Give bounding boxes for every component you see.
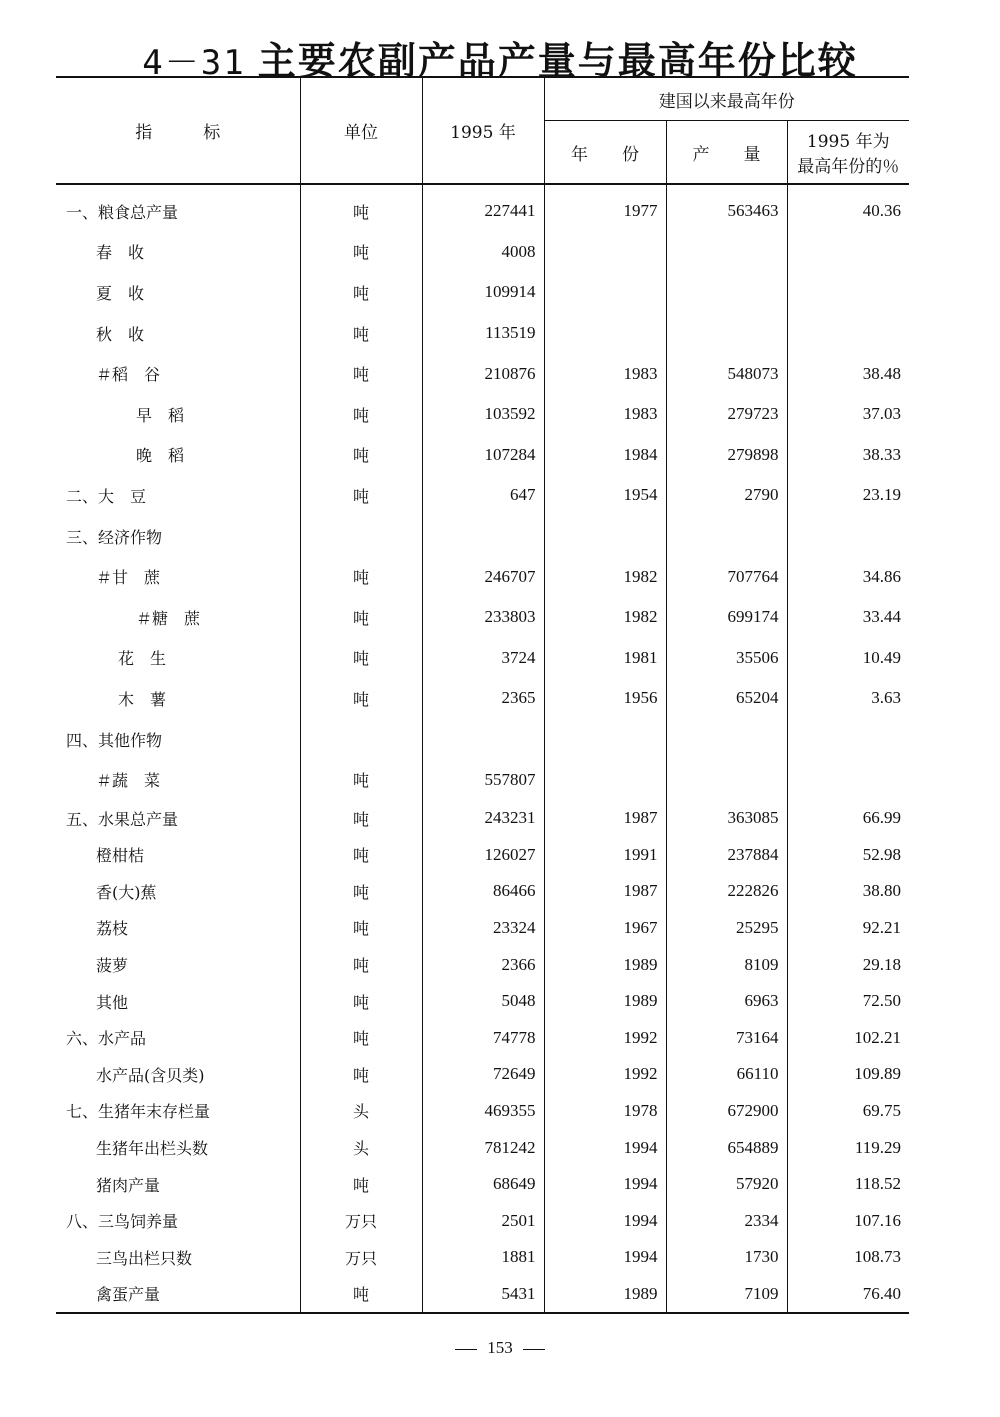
header-year: 年 份 <box>544 121 666 185</box>
row-pct: 69.75 <box>787 1093 909 1130</box>
row-year: 1991 <box>544 837 666 874</box>
row-year: 1977 <box>544 184 666 232</box>
row-unit: 吨 <box>300 597 422 638</box>
table-row <box>56 983 909 1020</box>
row-name: 秋 收 <box>96 324 145 344</box>
row-year: 1954 <box>544 475 666 516</box>
table-row <box>56 435 909 476</box>
row-output: 2790 <box>666 475 787 516</box>
table-row <box>56 272 909 313</box>
row-pct: 72.50 <box>787 983 909 1020</box>
row-output <box>666 313 787 354</box>
row-pct: 33.44 <box>787 597 909 638</box>
row-pct <box>787 719 909 760</box>
row-pct <box>787 313 909 354</box>
table-row <box>56 873 909 910</box>
row-unit: 吨 <box>300 910 422 947</box>
row-year: 1989 <box>544 983 666 1020</box>
row-1995: 5048 <box>422 983 544 1020</box>
table-row <box>56 1166 909 1203</box>
table-title-text: 主要农副产品产量与最高年份比较 <box>257 39 858 83</box>
row-year: 1981 <box>544 638 666 679</box>
row-year: 1994 <box>544 1239 666 1276</box>
row-output <box>666 516 787 557</box>
row-pct: 3.63 <box>787 678 909 719</box>
row-output: 363085 <box>666 800 787 837</box>
row-name: 五、水果总产量 <box>66 809 179 829</box>
header-output: 产 量 <box>666 121 787 185</box>
row-pct: 76.40 <box>787 1276 909 1314</box>
row-pct: 102.21 <box>787 1019 909 1056</box>
row-unit: 吨 <box>300 1166 422 1203</box>
row-name: 香(大)蕉 <box>96 882 157 902</box>
row-name: 六、水产品 <box>66 1029 147 1049</box>
row-output: 8109 <box>666 946 787 983</box>
row-name: 三鸟出栏只数 <box>96 1248 193 1268</box>
row-name: 春 收 <box>96 243 145 263</box>
row-1995: 647 <box>422 475 544 516</box>
row-pct: 23.19 <box>787 475 909 516</box>
table-row <box>56 1129 909 1166</box>
row-unit: 吨 <box>300 873 422 910</box>
row-pct: 118.52 <box>787 1166 909 1203</box>
row-output: 6963 <box>666 983 787 1020</box>
table-row <box>56 1019 909 1056</box>
row-output: 1730 <box>666 1239 787 1276</box>
table-row <box>56 1239 909 1276</box>
row-output: 35506 <box>666 638 787 679</box>
row-output: 2334 <box>666 1202 787 1239</box>
header-1995: 1995 年 <box>422 77 544 184</box>
row-unit: 吨 <box>300 556 422 597</box>
row-1995: 109914 <box>422 272 544 313</box>
row-1995: 246707 <box>422 556 544 597</box>
row-1995: 243231 <box>422 800 544 837</box>
row-unit: 吨 <box>300 272 422 313</box>
row-1995: 2365 <box>422 678 544 719</box>
row-output: 222826 <box>666 873 787 910</box>
table-row <box>56 759 909 800</box>
row-year: 1987 <box>544 800 666 837</box>
table-row <box>56 232 909 273</box>
table-row <box>56 516 909 557</box>
row-pct: 119.29 <box>787 1129 909 1166</box>
row-year: 1983 <box>544 394 666 435</box>
row-name: ＃糖 蔗 <box>136 608 201 628</box>
row-1995: 126027 <box>422 837 544 874</box>
table-row <box>56 946 909 983</box>
row-year: 1994 <box>544 1166 666 1203</box>
row-pct: 34.86 <box>787 556 909 597</box>
row-output <box>666 759 787 800</box>
row-unit: 万只 <box>300 1202 422 1239</box>
row-pct: 38.33 <box>787 435 909 476</box>
header-pct-line2: 最高年份的％ <box>797 157 900 177</box>
row-name: 水产品(含贝类) <box>96 1065 205 1085</box>
row-1995: 210876 <box>422 353 544 394</box>
row-1995: 72649 <box>422 1056 544 1093</box>
row-year: 1982 <box>544 597 666 638</box>
row-unit: 吨 <box>300 946 422 983</box>
header-unit: 单位 <box>300 77 422 184</box>
row-unit: 万只 <box>300 1239 422 1276</box>
table-header <box>56 77 909 184</box>
row-pct: 37.03 <box>787 394 909 435</box>
row-1995: 233803 <box>422 597 544 638</box>
table-number: 4－31 <box>142 43 246 83</box>
row-pct: 92.21 <box>787 910 909 947</box>
row-name: ＃甘 蔗 <box>96 568 161 588</box>
row-year: 1983 <box>544 353 666 394</box>
page-number <box>0 1338 1000 1358</box>
row-1995: 103592 <box>422 394 544 435</box>
comparison-table <box>56 76 909 1314</box>
row-pct: 108.73 <box>787 1239 909 1276</box>
row-name: 木 薯 <box>118 689 167 709</box>
table-row <box>56 800 909 837</box>
header-pct-line1: 1995 年为 <box>806 132 890 152</box>
row-1995: 2366 <box>422 946 544 983</box>
row-output: 7109 <box>666 1276 787 1314</box>
row-output: 548073 <box>666 353 787 394</box>
row-unit: 吨 <box>300 1019 422 1056</box>
header-pct <box>787 121 909 185</box>
row-pct: 29.18 <box>787 946 909 983</box>
row-unit: 头 <box>300 1093 422 1130</box>
row-unit: 吨 <box>300 184 422 232</box>
row-1995: 3724 <box>422 638 544 679</box>
table-row <box>56 353 909 394</box>
row-name: 猪肉产量 <box>96 1175 161 1195</box>
row-name: 菠萝 <box>96 956 129 976</box>
row-output: 65204 <box>666 678 787 719</box>
row-pct <box>787 759 909 800</box>
row-year: 1994 <box>544 1202 666 1239</box>
row-1995: 107284 <box>422 435 544 476</box>
row-name: 橙柑桔 <box>96 846 145 866</box>
row-unit <box>300 516 422 557</box>
row-unit: 吨 <box>300 759 422 800</box>
row-unit: 吨 <box>300 1056 422 1093</box>
table-row <box>56 638 909 679</box>
page-number-dash-right <box>523 1349 545 1350</box>
row-year: 1989 <box>544 1276 666 1314</box>
row-year <box>544 232 666 273</box>
row-pct: 38.48 <box>787 353 909 394</box>
row-unit: 吨 <box>300 1276 422 1314</box>
table-row <box>56 184 909 232</box>
row-output: 73164 <box>666 1019 787 1056</box>
row-output <box>666 719 787 760</box>
row-1995: 86466 <box>422 873 544 910</box>
row-pct: 52.98 <box>787 837 909 874</box>
row-pct <box>787 272 909 313</box>
row-output <box>666 232 787 273</box>
row-1995 <box>422 719 544 760</box>
row-pct <box>787 516 909 557</box>
page-number-value: 153 <box>487 1338 513 1357</box>
row-year <box>544 272 666 313</box>
row-unit: 头 <box>300 1129 422 1166</box>
row-unit: 吨 <box>300 313 422 354</box>
row-year: 1956 <box>544 678 666 719</box>
row-output: 237884 <box>666 837 787 874</box>
row-name: 晚 稻 <box>136 446 185 466</box>
table-row <box>56 556 909 597</box>
row-year: 1994 <box>544 1129 666 1166</box>
row-name: 禽蛋产量 <box>96 1285 161 1305</box>
row-name: 三、经济作物 <box>66 527 163 547</box>
table-row <box>56 1056 909 1093</box>
row-1995: 113519 <box>422 313 544 354</box>
row-year: 1967 <box>544 910 666 947</box>
row-unit: 吨 <box>300 435 422 476</box>
row-output: 563463 <box>666 184 787 232</box>
row-name: 二、大 豆 <box>66 486 147 506</box>
row-output: 707764 <box>666 556 787 597</box>
row-unit: 吨 <box>300 678 422 719</box>
row-name: 其他 <box>96 992 129 1012</box>
row-pct: 109.89 <box>787 1056 909 1093</box>
row-output: 57920 <box>666 1166 787 1203</box>
row-name: ＃稻 谷 <box>96 365 161 385</box>
row-pct: 66.99 <box>787 800 909 837</box>
row-name: 夏 收 <box>96 283 145 303</box>
row-1995: 74778 <box>422 1019 544 1056</box>
row-year: 1984 <box>544 435 666 476</box>
row-year: 1987 <box>544 873 666 910</box>
row-pct: 107.16 <box>787 1202 909 1239</box>
row-1995: 4008 <box>422 232 544 273</box>
row-year <box>544 719 666 760</box>
row-unit: 吨 <box>300 983 422 1020</box>
table-row <box>56 597 909 638</box>
row-pct: 40.36 <box>787 184 909 232</box>
table-row <box>56 910 909 947</box>
row-1995: 5431 <box>422 1276 544 1314</box>
row-unit: 吨 <box>300 837 422 874</box>
page-number-dash-left <box>455 1349 477 1350</box>
row-pct: 38.80 <box>787 873 909 910</box>
row-output: 672900 <box>666 1093 787 1130</box>
header-group: 建国以来最高年份 <box>544 77 909 121</box>
row-name: 四、其他作物 <box>66 730 163 750</box>
row-output: 25295 <box>666 910 787 947</box>
row-name: 生猪年出栏头数 <box>96 1139 209 1159</box>
row-1995: 469355 <box>422 1093 544 1130</box>
row-name: 花 生 <box>118 649 167 669</box>
table-row <box>56 1093 909 1130</box>
table-row <box>56 719 909 760</box>
row-output: 699174 <box>666 597 787 638</box>
row-unit <box>300 719 422 760</box>
row-year: 1989 <box>544 946 666 983</box>
row-1995: 68649 <box>422 1166 544 1203</box>
row-year: 1978 <box>544 1093 666 1130</box>
row-output: 654889 <box>666 1129 787 1166</box>
row-year: 1982 <box>544 556 666 597</box>
table-row <box>56 394 909 435</box>
row-1995: 23324 <box>422 910 544 947</box>
table-body <box>56 184 909 1313</box>
row-year <box>544 759 666 800</box>
row-year: 1992 <box>544 1019 666 1056</box>
row-name: 八、三鸟饲养量 <box>66 1212 179 1232</box>
table-row <box>56 313 909 354</box>
row-year <box>544 313 666 354</box>
row-name: 荔枝 <box>96 919 129 939</box>
row-name: ＃蔬 菜 <box>96 771 161 791</box>
table-row <box>56 1202 909 1239</box>
row-1995: 557807 <box>422 759 544 800</box>
row-1995: 227441 <box>422 184 544 232</box>
row-name: 七、生猪年末存栏量 <box>66 1102 211 1122</box>
row-unit: 吨 <box>300 353 422 394</box>
table-row <box>56 678 909 719</box>
table-row <box>56 1276 909 1314</box>
row-1995 <box>422 516 544 557</box>
row-year <box>544 516 666 557</box>
row-unit: 吨 <box>300 638 422 679</box>
table-row <box>56 837 909 874</box>
row-name: 早 稻 <box>136 405 185 425</box>
header-indicator: 指 标 <box>135 123 221 143</box>
row-1995: 1881 <box>422 1239 544 1276</box>
row-unit: 吨 <box>300 232 422 273</box>
row-output: 279723 <box>666 394 787 435</box>
row-year: 1992 <box>544 1056 666 1093</box>
row-unit: 吨 <box>300 475 422 516</box>
row-1995: 2501 <box>422 1202 544 1239</box>
row-pct: 10.49 <box>787 638 909 679</box>
row-unit: 吨 <box>300 394 422 435</box>
row-output: 279898 <box>666 435 787 476</box>
row-unit: 吨 <box>300 800 422 837</box>
row-pct <box>787 232 909 273</box>
table-row <box>56 475 909 516</box>
row-1995: 781242 <box>422 1129 544 1166</box>
row-output: 66110 <box>666 1056 787 1093</box>
row-name: 一、粮食总产量 <box>66 202 179 222</box>
row-output <box>666 272 787 313</box>
